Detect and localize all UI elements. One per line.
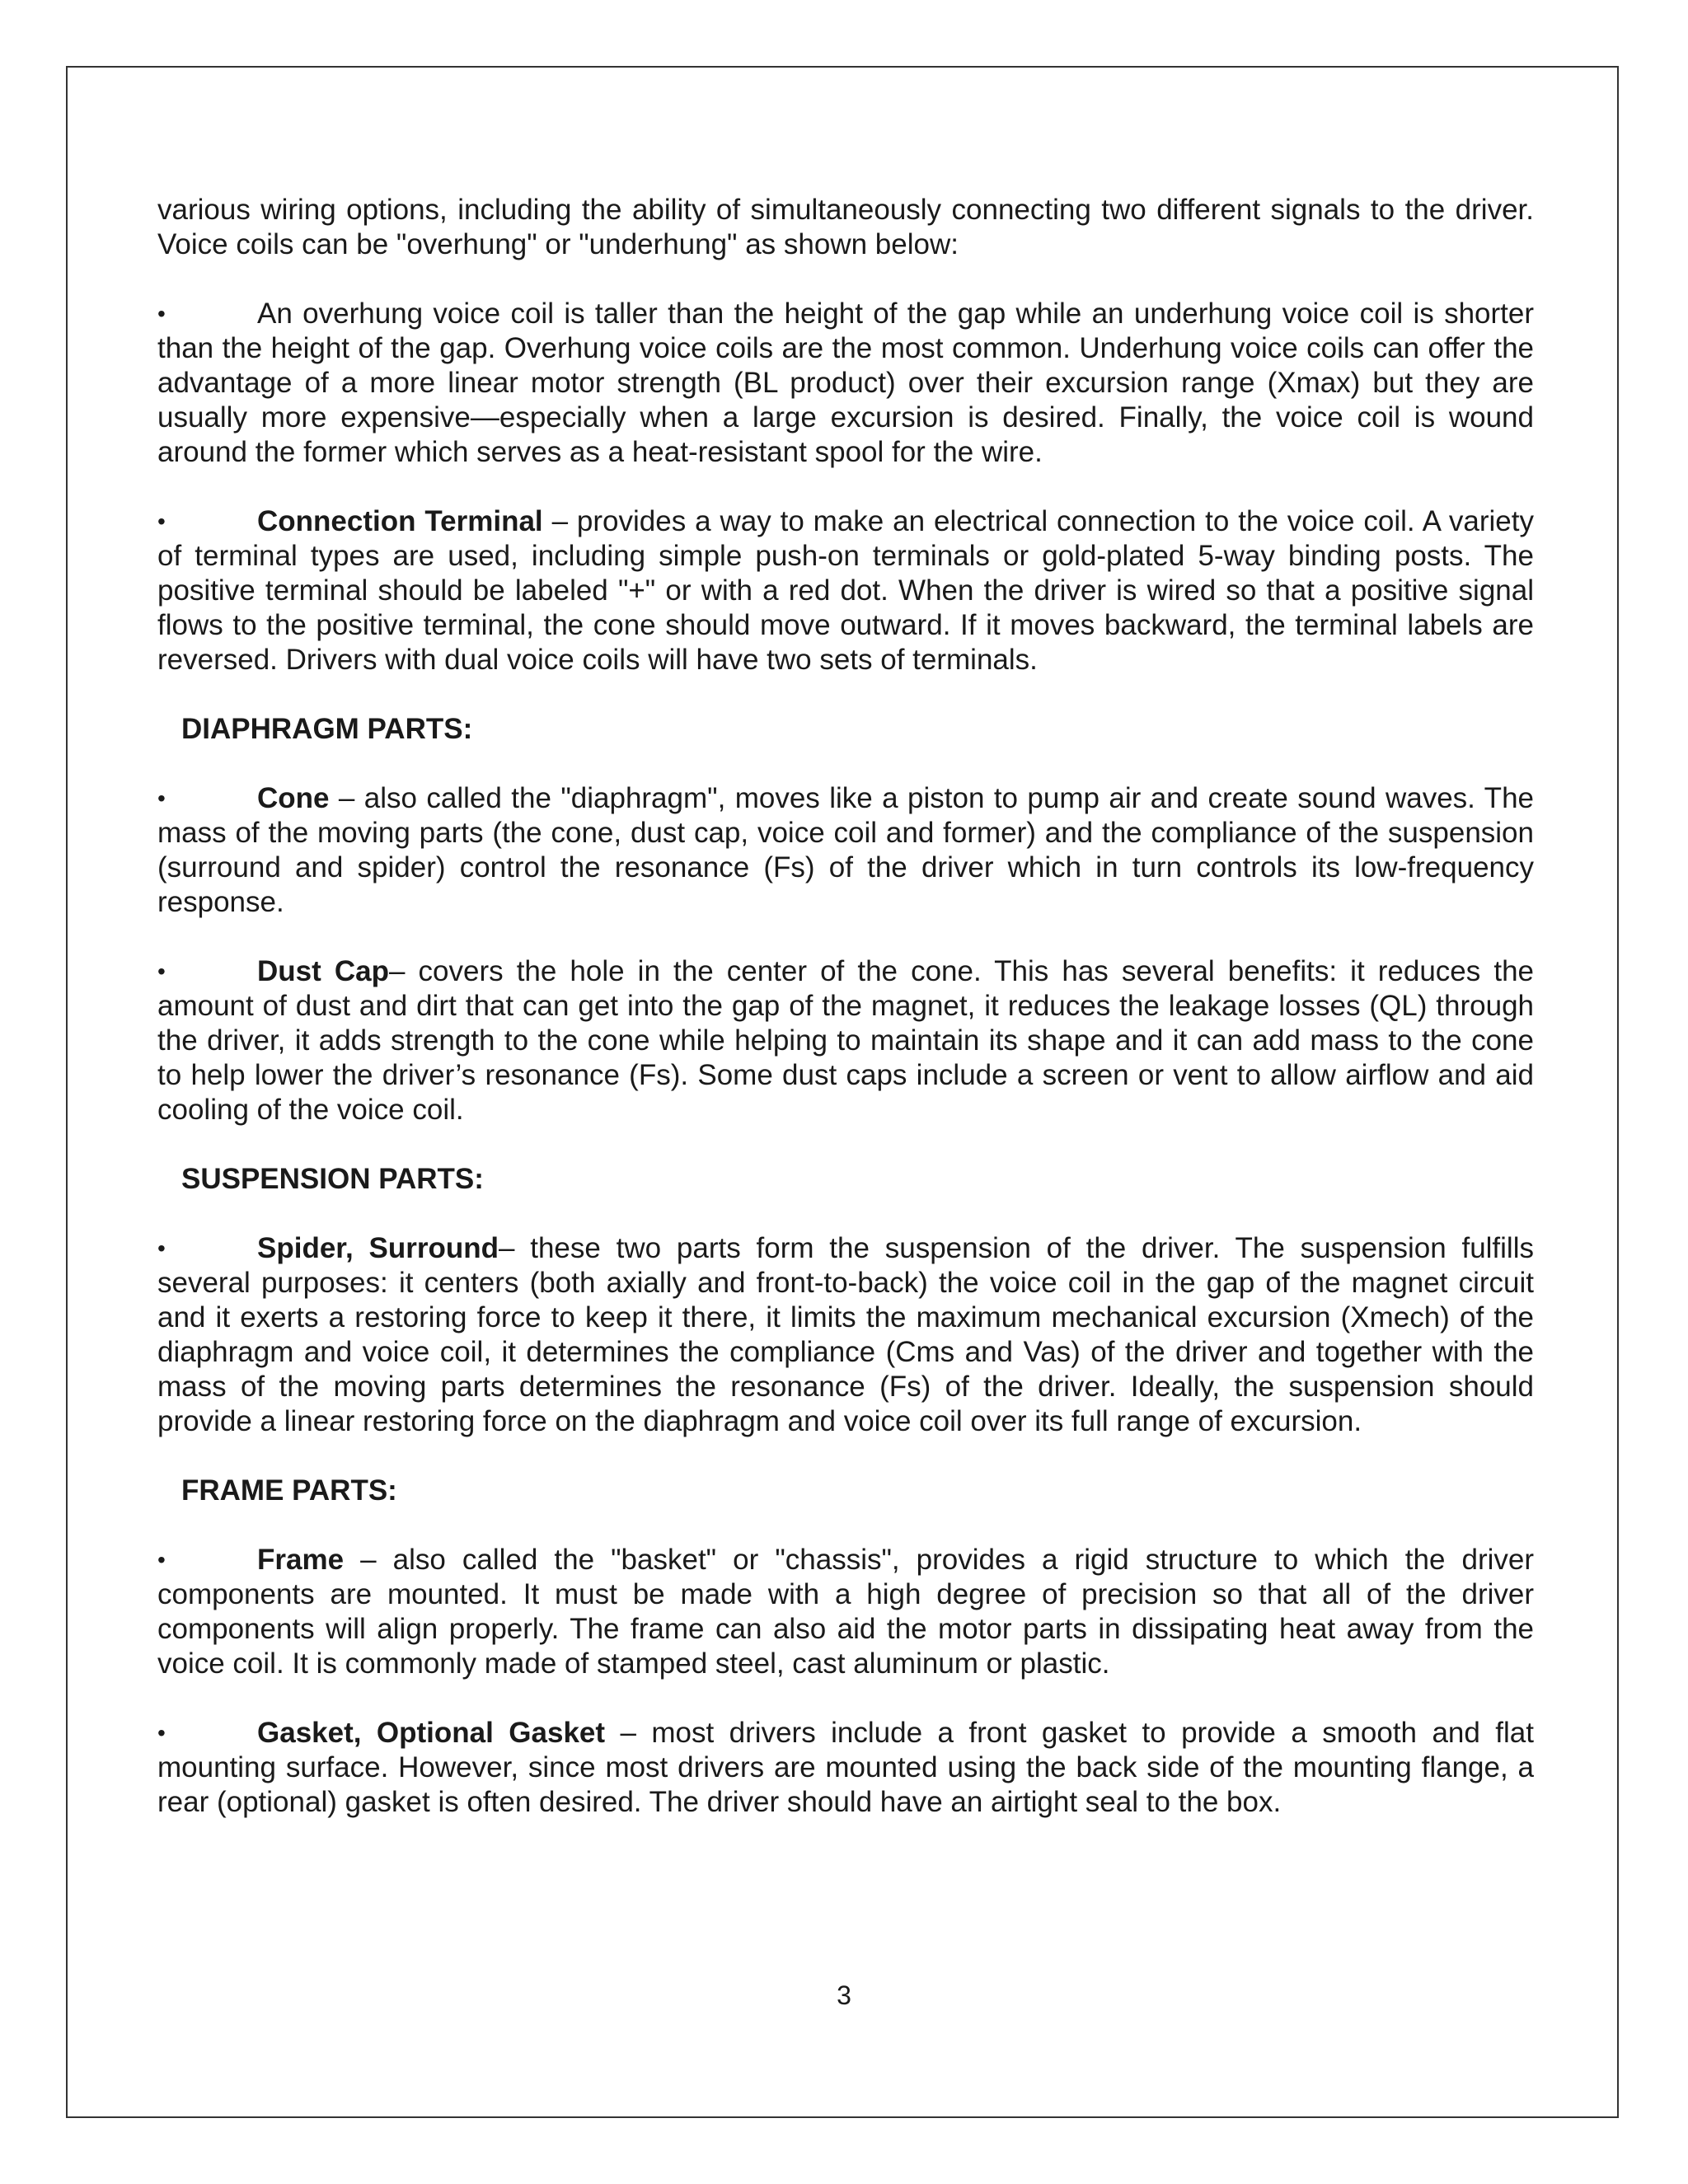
bullet-dust-cap — [157, 954, 1534, 1127]
bullet-overhung-voice-coil — [157, 297, 1534, 470]
bullet-connection-terminal — [157, 504, 1534, 677]
bullet-frame — [157, 1543, 1534, 1681]
bullet-text: – covers the hole in the center of the cone. This has several benefits: it reduces the amount of dust and dirt that can get into the gap of the magnet, it reduces the leakage losses (QL) through the driver, it adds strength to the cone while helping to maintain its shape and it can add mass to the cone to help lower the driver’s resonance (Fs). Some dust caps include a screen or vent to allow airflow and aid cooling of the voice coil. — [157, 955, 1535, 1126]
bullet-spider-surround — [157, 1231, 1534, 1439]
section-heading-frame: FRAME PARTS: — [181, 1474, 397, 1507]
bullet-gasket — [157, 1716, 1534, 1820]
bullet-text: – also called the "diaphragm", moves like a piston to pump air and create sound waves. The mass of the moving parts (the cone, dust cap, voice coil and former) and the compliance of the suspension (surround and spider) control the resonance (Fs) of the driver which in turn controls its low-frequency response. — [157, 782, 1534, 918]
intro-paragraph: various wiring options, including the ability of simultaneously connecting two different signals to the driver. Voice coils can be "overhung" or "underhung" as shown below: — [157, 194, 1534, 260]
bullet-text: – provides a way to make an electrical connection to the voice coil. A variety of terminal types are used, including simple push-on terminals or gold-plated 5-way binding posts. The positive terminal should be labeled "+" or with a red dot. When the driver is wired so that a positive signal flows to the positive terminal, the cone should move outward. If it moves backward, the terminal labels are reversed. Drivers with dual voice coils will have two sets of terminals. — [157, 505, 1534, 676]
bullet-term: Frame — [257, 1544, 345, 1576]
bullet-term: Dust Cap — [257, 955, 389, 987]
page-number: 3 — [837, 1980, 851, 2010]
bullet-marker: • — [157, 785, 166, 811]
bullet-text: – also called the "basket" or "chassis", provides a rigid structure to which the driver components are mounted. It must be made with a high degree of precision so that all of the driver components will align properly. The frame can also aid the motor parts in dissipating heat away from the voice coil. It is commonly made of stamped steel, cast aluminum or plastic. — [157, 1544, 1534, 1680]
bullet-text: – these two parts form the suspension of the driver. The suspension fulfills several purposes: it centers (both axially and front-to-back) the voice coil in the gap of the magnet circuit and it exerts a restoring force to keep it there, it limits the maximum mechanical excursion (Xmech) of the diaphragm and voice coil, it determines the compliance (Cms and Vas) of the driver and together with the mass of the moving parts determines the resonance (Fs) of the driver. Ideally, the suspension should provide a linear restoring force on the diaphragm and voice coil over its full range of excursion. — [157, 1232, 1534, 1437]
bullet-term: Spider, Surround — [257, 1232, 499, 1264]
bullet-term: Gasket, Optional Gasket — [257, 1717, 606, 1749]
document-body — [157, 193, 1534, 1854]
bullet-term: Connection Terminal — [257, 505, 543, 537]
bullet-marker: • — [157, 1235, 166, 1261]
section-heading-suspension: SUSPENSION PARTS: — [181, 1163, 484, 1195]
bullet-marker: • — [157, 1720, 166, 1746]
bullet-text: – most drivers include a front gasket to provide a smooth and flat mounting surface. However, since most drivers are mounted using the back side of the mounting flange, a rear (optional) gasket is often desired. The driver should have an airtight seal to the box. — [157, 1717, 1534, 1818]
bullet-text: An overhung voice coil is taller than the height of the gap while an underhung voice coil is shorter than the height of the gap. Overhung voice coils are the most common. Underhung voice coils can offer the advantage of a more linear motor strength (BL product) over their excursion range (Xmax) but they are usually more expensive—especially when a large excursion is desired. Finally, the voice coil is wound around the former which serves as a heat-resistant spool for the wire. — [157, 298, 1534, 468]
bullet-marker: • — [157, 301, 166, 326]
bullet-marker: • — [157, 1547, 166, 1572]
bullet-term: Cone — [257, 782, 330, 814]
section-heading-diaphragm: DIAPHRAGM PARTS: — [181, 713, 473, 745]
bullet-marker: • — [157, 509, 166, 534]
bullet-cone — [157, 781, 1534, 920]
bullet-marker: • — [157, 958, 166, 984]
